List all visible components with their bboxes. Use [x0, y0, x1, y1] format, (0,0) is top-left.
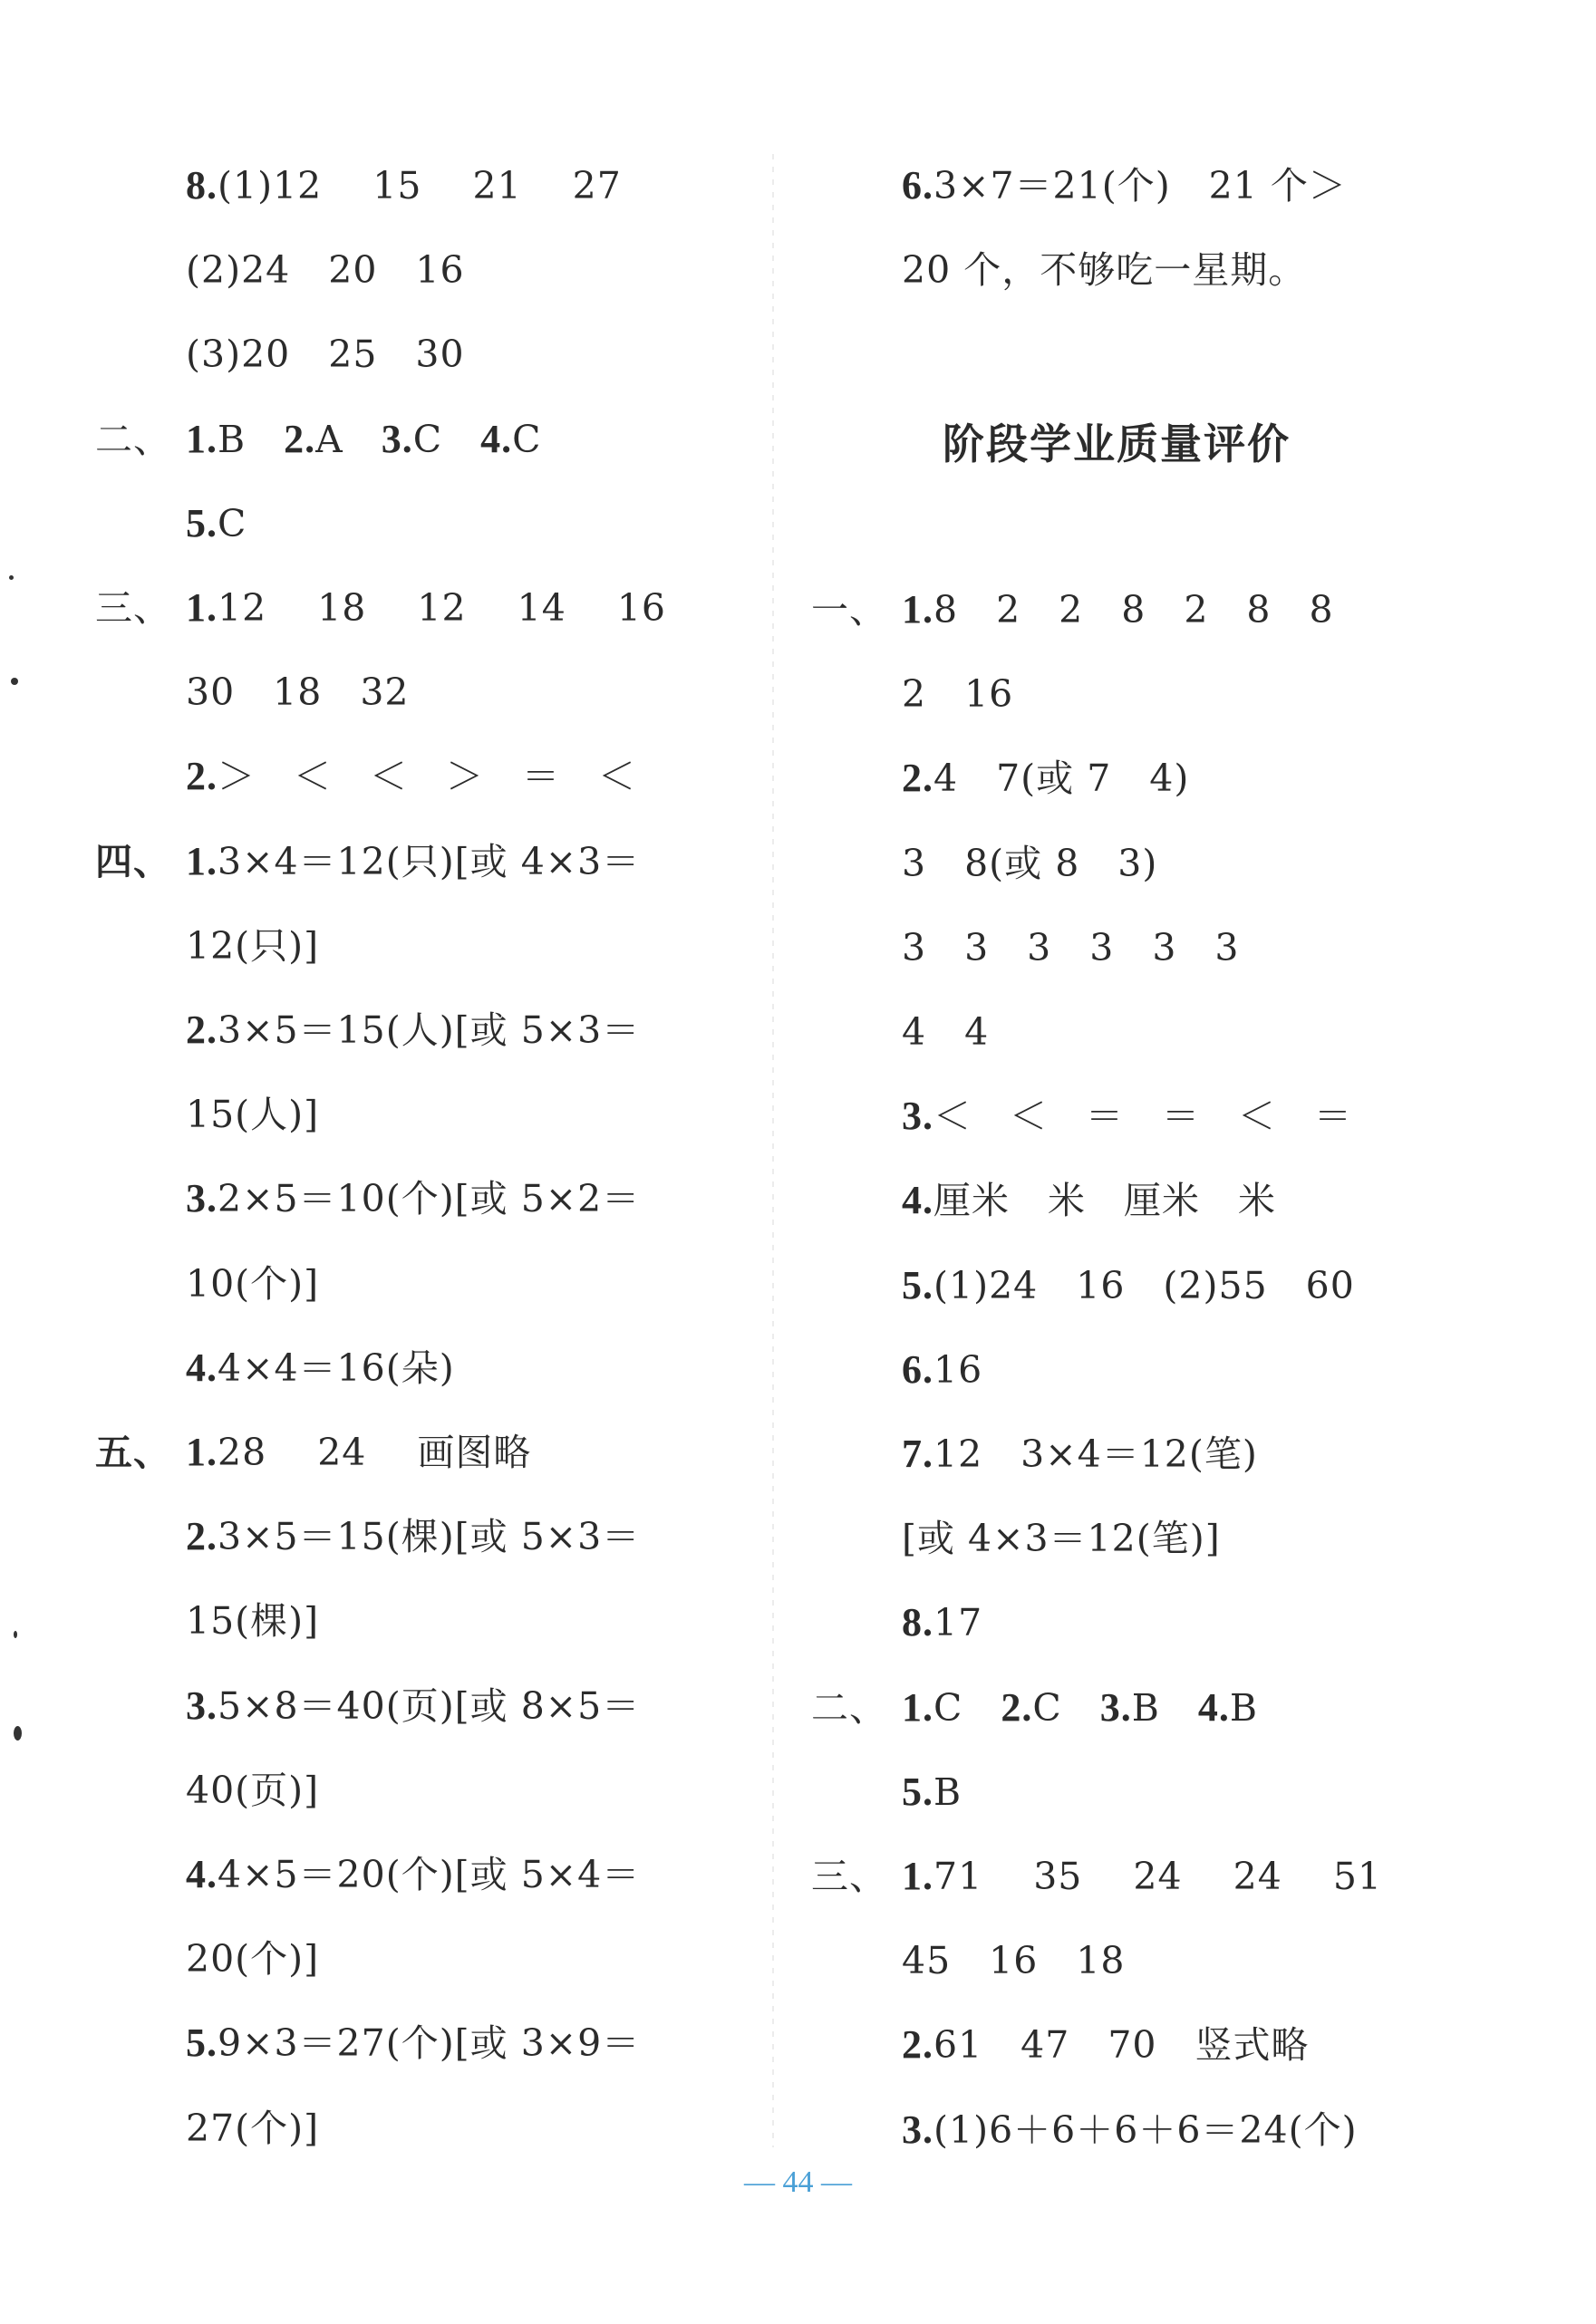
question-number: 6.	[902, 163, 933, 207]
answer-text: C	[1032, 1685, 1100, 1730]
answer-line	[902, 751, 1189, 805]
answer-text: 28 24 画图略	[218, 1431, 532, 1474]
speck-mark	[11, 678, 18, 685]
answer-line	[902, 1258, 1355, 1313]
answer-text: 9×3＝27(个)[或 3×9＝	[218, 2021, 641, 2066]
answer-line	[811, 583, 1334, 637]
answer-line	[902, 1765, 962, 1819]
answer-line	[95, 1425, 531, 1480]
answer-line	[186, 1172, 640, 1226]
answer-line	[186, 2101, 319, 2155]
question-number: 1.	[902, 587, 933, 632]
column-divider	[772, 154, 774, 2147]
answer-text: 2×5＝10(个)[或 5×2＝	[218, 1177, 641, 1221]
answer-line	[186, 1341, 455, 1395]
answer-line	[902, 667, 1013, 721]
answer-text: B	[218, 417, 285, 461]
question-number: 4.	[480, 416, 513, 461]
section-marker: 一、	[811, 588, 887, 632]
question-number: 5.	[186, 2020, 218, 2066]
answer-line	[186, 1679, 640, 1733]
section-marker: 二、	[811, 1685, 887, 1730]
question-number: 6.	[902, 1346, 933, 1392]
answer-line	[902, 243, 1306, 297]
answer-line	[902, 1933, 1126, 1988]
answer-text: 17	[933, 1601, 983, 1645]
answer-text: 16	[933, 1347, 983, 1392]
answer-line	[811, 1681, 1258, 1735]
answer-line	[186, 1257, 319, 1311]
answer-line	[186, 1003, 640, 1057]
answer-text: (1)12 15 21 27	[218, 164, 622, 207]
answer-line	[902, 2018, 1310, 2072]
answer-line	[186, 327, 465, 381]
question-number: 3.	[381, 416, 413, 461]
answer-line	[186, 1932, 319, 1986]
question-number: 2.	[284, 416, 316, 461]
question-number: 4.	[902, 1178, 933, 1223]
answer-text: (2)24 20 16	[186, 248, 465, 293]
answer-line	[902, 1089, 1352, 1143]
question-number: 2.	[902, 756, 933, 801]
answer-text: C	[412, 417, 481, 461]
answer-line	[186, 1509, 640, 1564]
question-number: 2.	[186, 1008, 218, 1052]
question-number: 5.	[902, 1769, 933, 1814]
question-number: 3.	[186, 1176, 218, 1221]
answer-text: 40(页)]	[186, 1768, 320, 1812]
answer-text: 12(只)]	[186, 923, 320, 968]
answer-text: B	[1229, 1685, 1259, 1730]
question-number: 5.	[186, 500, 218, 545]
answer-line	[902, 1511, 1221, 1566]
answer-text: 4×4＝16(朵)	[218, 1345, 455, 1390]
question-number: 3.	[902, 2107, 933, 2152]
answer-line	[186, 919, 319, 973]
question-number: 4.	[186, 1852, 218, 1896]
answer-text: 3 8(或 8 3)	[902, 841, 1158, 885]
answer-text: 45 16 18	[902, 1939, 1126, 1983]
section-title: 阶段学业质量评价	[943, 419, 1291, 468]
answer-text: ＞ ＜ ＜ ＞ ＝ ＜	[218, 755, 636, 799]
answer-text: ＜ ＜ ＝ ＝ ＜ ＝	[933, 1094, 1352, 1139]
answer-text: 12 18 12 14 16	[218, 586, 666, 630]
question-number: 2.	[902, 2022, 933, 2068]
answer-line	[902, 1005, 989, 1059]
question-number: 1.	[186, 585, 218, 630]
answer-line	[186, 243, 465, 297]
question-number: 1.	[902, 1854, 933, 1898]
speck-mark	[14, 1631, 17, 1638]
answer-text: 3×5＝15(人)[或 5×3＝	[218, 1008, 641, 1052]
answer-line	[186, 159, 622, 213]
question-number: 8.	[186, 163, 218, 207]
speck-mark	[14, 1726, 22, 1741]
answer-text: 15(棵)]	[186, 1599, 320, 1644]
answer-line	[95, 834, 640, 889]
answer-text: [或 4×3＝12(笔)]	[902, 1517, 1221, 1561]
section-marker: 四、	[95, 839, 171, 883]
answer-text: C	[218, 501, 247, 545]
answer-text: 3×7＝21(个) 21 个＞	[933, 164, 1347, 207]
answer-text: B	[1131, 1685, 1198, 1730]
answer-line	[186, 1594, 319, 1648]
answer-line	[902, 836, 1157, 891]
section-marker: 三、	[95, 586, 171, 630]
question-number: 3.	[186, 1683, 218, 1728]
answer-line	[95, 412, 542, 467]
answer-line	[186, 1763, 319, 1818]
answer-text: 12 3×4＝12(笔)	[933, 1432, 1258, 1476]
answer-text: 5×8＝40(页)[或 8×5＝	[218, 1683, 641, 1728]
question-number: 5.	[902, 1262, 933, 1307]
answer-text: 3×5＝15(棵)[或 5×3＝	[218, 1515, 641, 1559]
question-number: 3.	[1099, 1684, 1132, 1730]
answer-text: 2 16	[902, 672, 1014, 717]
answer-text: 20 个，不够吃一星期。	[902, 248, 1307, 293]
section-marker: 三、	[811, 1855, 887, 1898]
answer-line	[902, 921, 1240, 975]
answer-line	[186, 2016, 640, 2070]
answer-line	[902, 1427, 1258, 1481]
answer-text: B	[933, 1770, 962, 1814]
question-number: 1.	[902, 1684, 933, 1730]
answer-text: 71 35 24 24 51	[933, 1855, 1382, 1898]
speck-mark	[9, 575, 14, 580]
question-number: 1.	[186, 416, 218, 461]
answer-text: 3 3 3 3 3 3	[902, 925, 1240, 969]
answer-line	[186, 1087, 319, 1142]
answer-line	[186, 497, 247, 551]
answer-line	[902, 1596, 982, 1650]
section-marker: 五、	[95, 1431, 171, 1474]
answer-text: 10(个)]	[186, 1261, 320, 1306]
question-number: 2.	[186, 754, 218, 799]
answer-line	[902, 159, 1347, 213]
answer-line	[902, 1343, 982, 1397]
answer-text: C	[933, 1685, 1001, 1730]
answer-text: 30 18 32	[186, 670, 410, 715]
answer-text: 4 4	[902, 1010, 990, 1054]
answer-line	[811, 1849, 1382, 1904]
answer-text: 27(个)]	[186, 2106, 320, 2150]
answer-text: 15(人)]	[186, 1093, 320, 1137]
question-number: 1.	[186, 838, 218, 883]
question-number: 4.	[1197, 1684, 1230, 1730]
answer-text: (1)6＋6＋6＋6＝24(个)	[933, 2107, 1358, 2152]
question-number: 2.	[186, 1514, 218, 1559]
answer-text: 61 47 70 竖式略	[933, 2023, 1310, 2068]
answer-text: 3×4＝12(只)[或 4×3＝	[218, 839, 641, 883]
answer-text: 4×5＝20(个)[或 5×4＝	[218, 1853, 641, 1896]
question-number: 4.	[186, 1345, 218, 1390]
answer-line	[186, 1847, 640, 1902]
answer-text: 20(个)]	[186, 1937, 320, 1982]
question-number: 1.	[186, 1430, 218, 1474]
page-number: — 44 —	[744, 2165, 852, 2199]
answer-line	[902, 1173, 1276, 1228]
answer-text: (1)24 16 (2)55 60	[933, 1263, 1355, 1307]
question-number: 7.	[902, 1432, 933, 1476]
answer-line	[902, 2103, 1358, 2157]
answer-text: A	[315, 417, 382, 461]
answer-line	[95, 581, 666, 635]
answer-text: 8 2 2 8 2 8 8	[933, 588, 1334, 632]
answer-text: 4 7(或 7 4)	[933, 757, 1190, 801]
answer-text: 厘米 米 厘米 米	[933, 1179, 1276, 1223]
answer-text: (3)20 25 30	[186, 333, 465, 377]
question-number: 8.	[902, 1600, 933, 1645]
answer-text: C	[512, 417, 542, 461]
question-number: 2.	[1001, 1684, 1033, 1730]
answer-line	[186, 665, 410, 719]
question-number: 3.	[902, 1094, 933, 1139]
answer-line	[186, 749, 636, 804]
section-marker: 二、	[95, 417, 171, 461]
